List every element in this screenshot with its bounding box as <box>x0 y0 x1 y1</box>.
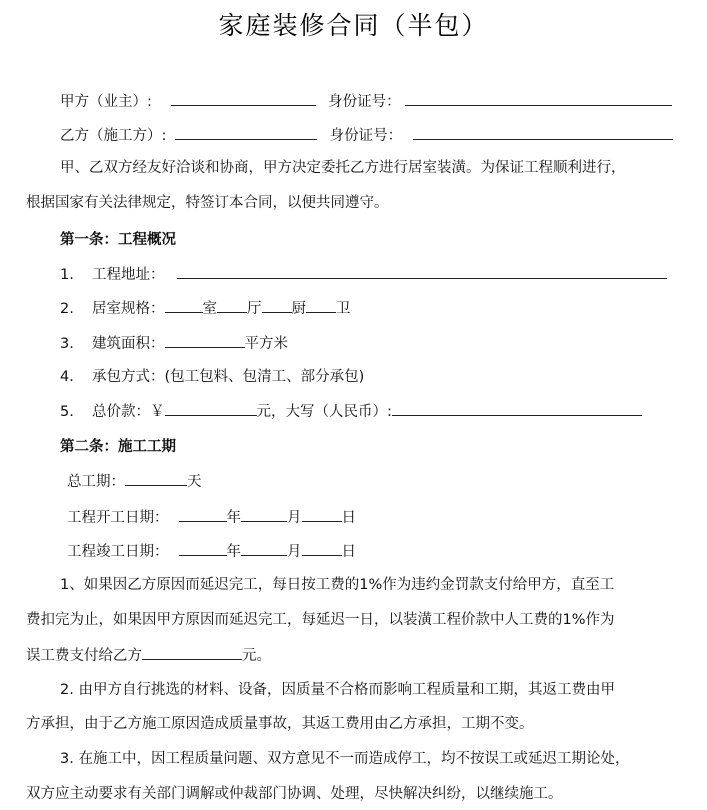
area-unit: 平方米 <box>244 336 288 352</box>
party-b-row <box>60 125 673 146</box>
end-month-field[interactable] <box>241 541 287 556</box>
clause-1-text: 误工费支付给乙方 <box>26 648 142 664</box>
price-unit: 元，大写（人民币）: <box>256 404 392 420</box>
day-unit: 日 <box>341 544 356 560</box>
item-label: 建筑面积： <box>92 336 165 352</box>
intro-line-2: 根据国家有关法律规定，特签订本合同，以便共同遵守。 <box>26 195 389 211</box>
start-date-label: 工程开工日期： <box>67 510 169 526</box>
item-label: 居室规格： <box>92 301 165 317</box>
clause-2-line-2: 方承担，由于乙方施工原因造成质量事故，其返工费用由乙方承担，工期不变。 <box>26 716 534 732</box>
party-b-id-label: 身份证号： <box>329 128 403 144</box>
price-words-field[interactable] <box>392 401 642 416</box>
month-unit: 月 <box>287 510 302 526</box>
item-label: 工程地址： <box>92 267 165 283</box>
clause-1-line-1: 1、如果因乙方原因而延迟完工，每日按工费的1%作为违约金罚款支付给甲方，直至工 <box>60 577 615 593</box>
item-number: 2. <box>60 301 74 317</box>
clause-1-line-3 <box>26 645 271 666</box>
clause-1-line-2: 费扣完为止，如果因甲方原因而延迟完工，每延迟一日，以装潢工程价款中人工费的1%作为 <box>26 612 615 628</box>
total-duration-label: 总工期： <box>67 474 125 490</box>
end-year-field[interactable] <box>179 541 227 556</box>
start-day-field[interactable] <box>302 507 342 522</box>
hall-unit: 厅 <box>247 301 262 317</box>
party-a-label: 甲方（业主）: <box>60 94 152 110</box>
party-b-id-field[interactable] <box>413 125 673 140</box>
price-field[interactable] <box>165 401 257 416</box>
clause-3-line-1: 3. 在施工中，因工程质量问题、双方意见不一而造成停工，均不按误工或延迟工期论处， <box>60 751 630 767</box>
address-field[interactable] <box>177 264 667 279</box>
yuan-unit: 元。 <box>242 648 271 664</box>
year-unit: 年 <box>226 544 241 560</box>
area-field[interactable] <box>165 333 245 348</box>
item-room-spec <box>60 298 351 319</box>
article-1-heading: 第一条：工程概况 <box>60 232 176 248</box>
total-duration-row <box>67 471 202 492</box>
item-number: 4. <box>60 369 74 385</box>
kitchen-unit: 厨 <box>291 301 306 317</box>
item-label: 总价款：￥ <box>92 404 165 420</box>
item-area <box>60 333 288 354</box>
party-a-name-field[interactable] <box>171 91 316 106</box>
end-date-row <box>67 541 356 562</box>
item-number: 1. <box>60 267 74 283</box>
party-b-label: 乙方（施工方）: <box>60 128 167 144</box>
clause-2-line-1: 2. 由甲方自行挑选的材料、设备，因质量不合格而影响工程质量和工期，其返工费由甲 <box>60 682 615 698</box>
clause-3-line-2: 双方应主动要求有关部门调解或仲裁部门协调、处理，尽快解决纠纷，以继续施工。 <box>26 786 563 802</box>
start-year-field[interactable] <box>179 507 227 522</box>
item-address <box>60 264 667 285</box>
item-number: 5. <box>60 404 74 420</box>
item-total-price <box>60 401 642 422</box>
party-a-row <box>60 91 672 112</box>
start-date-row <box>67 507 356 528</box>
party-b-name-field[interactable] <box>175 125 317 140</box>
room-unit: 室 <box>202 301 217 317</box>
bathroom-unit: 卫 <box>336 301 351 317</box>
start-month-field[interactable] <box>241 507 287 522</box>
delay-fee-field[interactable] <box>142 645 242 660</box>
end-day-field[interactable] <box>302 541 342 556</box>
intro-line-1: 甲、乙双方经友好洽谈和协商，甲方决定委托乙方进行居室装潢。为保证工程顺利进行， <box>60 160 626 176</box>
total-days-field[interactable] <box>125 471 187 486</box>
month-unit: 月 <box>287 544 302 560</box>
contract-title: 家庭装修合同（半包） <box>218 11 489 40</box>
rooms-field[interactable] <box>165 298 203 313</box>
days-unit: 天 <box>187 474 202 490</box>
party-a-id-field[interactable] <box>405 91 672 106</box>
item-label: 承包方式：(包工包料、包清工、部分承包) <box>92 369 365 385</box>
bathrooms-field[interactable] <box>306 298 336 313</box>
party-a-id-label: 身份证号： <box>328 94 401 110</box>
halls-field[interactable] <box>217 298 247 313</box>
day-unit: 日 <box>341 510 356 526</box>
item-number: 3. <box>60 336 74 352</box>
article-2-heading: 第二条：施工工期 <box>60 439 176 455</box>
item-contract-mode <box>60 367 364 387</box>
end-date-label: 工程竣工日期： <box>67 544 169 560</box>
year-unit: 年 <box>226 510 241 526</box>
kitchens-field[interactable] <box>262 298 292 313</box>
